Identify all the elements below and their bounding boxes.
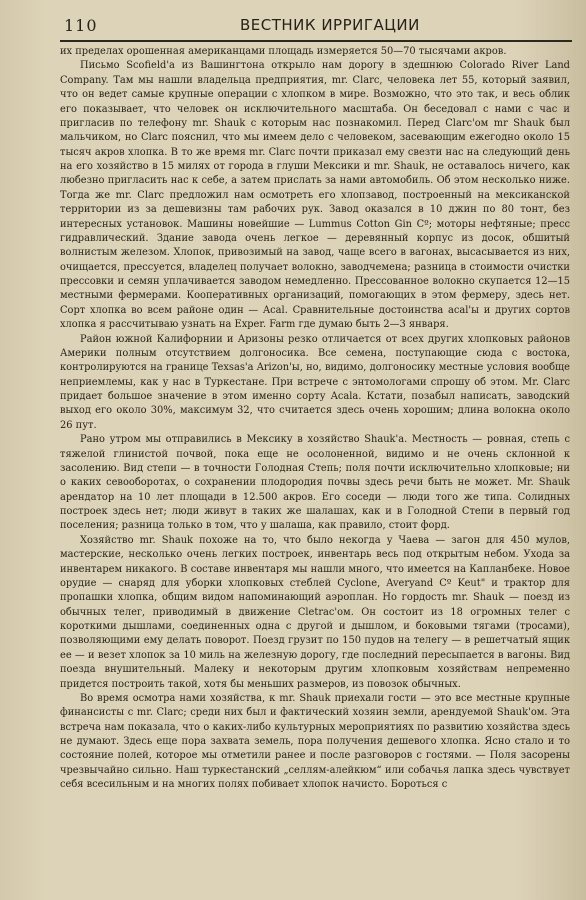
paragraph: их пределах орошенная американцами площадь измеряется 50—70 тысячами акров. bbox=[60, 46, 507, 57]
article-body bbox=[60, 45, 570, 793]
paragraph: Хозяйство mr. Shauk похоже на то, что было некогда у Чаева — загон для 450 мулов, мастерские, несколько очень легких построек, инвентарь весь под открытым небом. Ухода за инвентарем никакого. В составе инвентаря мы нашли много, что имеется на Капланбеке. Новое орудие — снаряд для уборки хлопковых стеблей Cyclone, Averyand Cº Keut" и трактор для пропашки хлопка, общим видом напоминающий аэроплан. Но гордость mr. Shauk — поезд из обычных телег, приводимый в движение Cletrac'ом. Он состоит из 18 огромных телег с короткими дышлами, соединенных одна с другой и дышлом, и боковыми тягами (тросами), позволяющими ему делать поворот. Поезд грузит по 150 пудов на телегу — в решетчатый ящик ее — и везет хлопок за 10 миль на железную дорогу, где последний пересыпается в вагоны. Вид поезда внушительный. Малеку и некоторым другим хлопковым хозяйствам непременно придется построить такой, хотя бы меньших размеров, из повозок обычных. bbox=[60, 534, 570, 690]
paragraph: Письмо Scofield'a из Вашингтона открыло нам дорогу в здешнюю Colorado River Land Company. Там мы нашли владельца предприятия, mr. Clarc, человека лет 55, который заявил, что он ведет самые крупные операции с хлопком в мире. Возможно, что это так, и весь облик его показывает, что человек он исключительного масштаба. Он беседовал с нами с час и пригласив по телефону mr. Shauk с которым нас познакомил. Перед Clarc'ом mr Shauk был мальчиком, но Clarc пояснил, что мы имеем дело с человеком, засевающим ежегодно около 15 тысяч акров хлопка. В то же время mr. Clarc почти приказал ему свезти нас на следующий день на его хозяйство в 15 милях от города в глуши Мексики и mr. Shauk, не оставалось ничего, как любезно пригласить нас к себе, а затем прислать за нами автомобиль. Об этом несколько ниже. Тогда же mr. Clarc предложил нам осмотреть его хлопзавод, построенный на мексиканской территории из за дешевизны там рабочих рук. Завод оказался в 10 джин по 80 тонт, без интересных установок. Машины новейшие — Lummus Cotton Gin Cº; моторы нефтяные; пресс гидравлический. Здание завода очень легкое — деревянный корпус из досок, обшитый волнистым железом. Хлопок, привозимый на завод, чаще всего в вагонах, высасывается из них, очищается, прессуется, владелец получает волокно, заводчемена; разница в стоимости очистки прессовки и семян уплачивается заводом немедленно. Прессованное волокно скупается 12—15 местными фермерами. Кооперативных организаций, помогающих в этом фермеру, здесь нет. Сорт хлопка во всем районе один — Acal. Сравнительные достоинства acal'ы и других сортов хлопка я рассчитываю узнать на Exper. Farm где думаю быть 2—3 января. bbox=[60, 60, 570, 331]
journal-title: ВЕСТНИК ИРРИГАЦИИ bbox=[240, 16, 420, 34]
paragraph: Район южной Калифорнии и Аризоны резко отличается от всех других хлопковых районов Америки полным отсутствием долгоносика. Все семена, поступающие сюда с востока, контролируются на границе Texsas'a Arizon'ы, но, видимо, долгоносику местные условия вообще неприемлемы, как у нас в Туркестане. При встрече с энтомологами спрошу об этом. Mr. Clarc придает большое значение в этом именно сорту Acala. Кстати, позабыл написать, заводский выход его около 30%, максимум 32, что считается здесь очень хорошим; длина волокна около 26 пут. bbox=[60, 333, 570, 431]
paragraph: Рано утром мы отправились в Мексику в хозяйство Shauk'a. Местность — ровная, степь с тяжелой глинистой почвой, пока еще не осолоненной, видимо и не очень склонной к засолению. Вид степи — в точности Голодная Степь; поля почти исключительно хлопковые; ни о каких севооборотах, о сохранении плодородия почвы здесь речи быть не может. Mr. Shauk арендатор на 10 лет площади в 12.500 акров. Его соседи — люди того же типа. Солидных построек здесь нет; люди живут в таких же шалашах, как и в Голодной Степи в первый год поселения; разница только в том, что у шалаша, как правило, стоит форд. bbox=[60, 434, 570, 532]
page-header bbox=[60, 12, 572, 42]
page-number: 110 bbox=[64, 16, 98, 35]
paragraph: Во время осмотра нами хозяйства, к mr. Shauk приехали гости — это все местные крупные финансисты с mr. Clarc; среди них был и фактический хозяин земли, арендуемой Shauk'ом. Эта встреча нам показала, что о каких-либо культурных мероприятиях по развитию хозяйства здесь не думают. Здесь еще пора захвата земель, пора получения дешевого хлопка. Ясно стало и то состояние полей, которое мы отметили ранее и после разговоров с гостями. — Поля засорены чрезвычайно сильно. Наш туркестанский „селлям-алейкюм“ или собачья лапка здесь чувствует себя всесильным и на многих полях побивает хлопок начисто. Бороться с bbox=[60, 692, 570, 791]
